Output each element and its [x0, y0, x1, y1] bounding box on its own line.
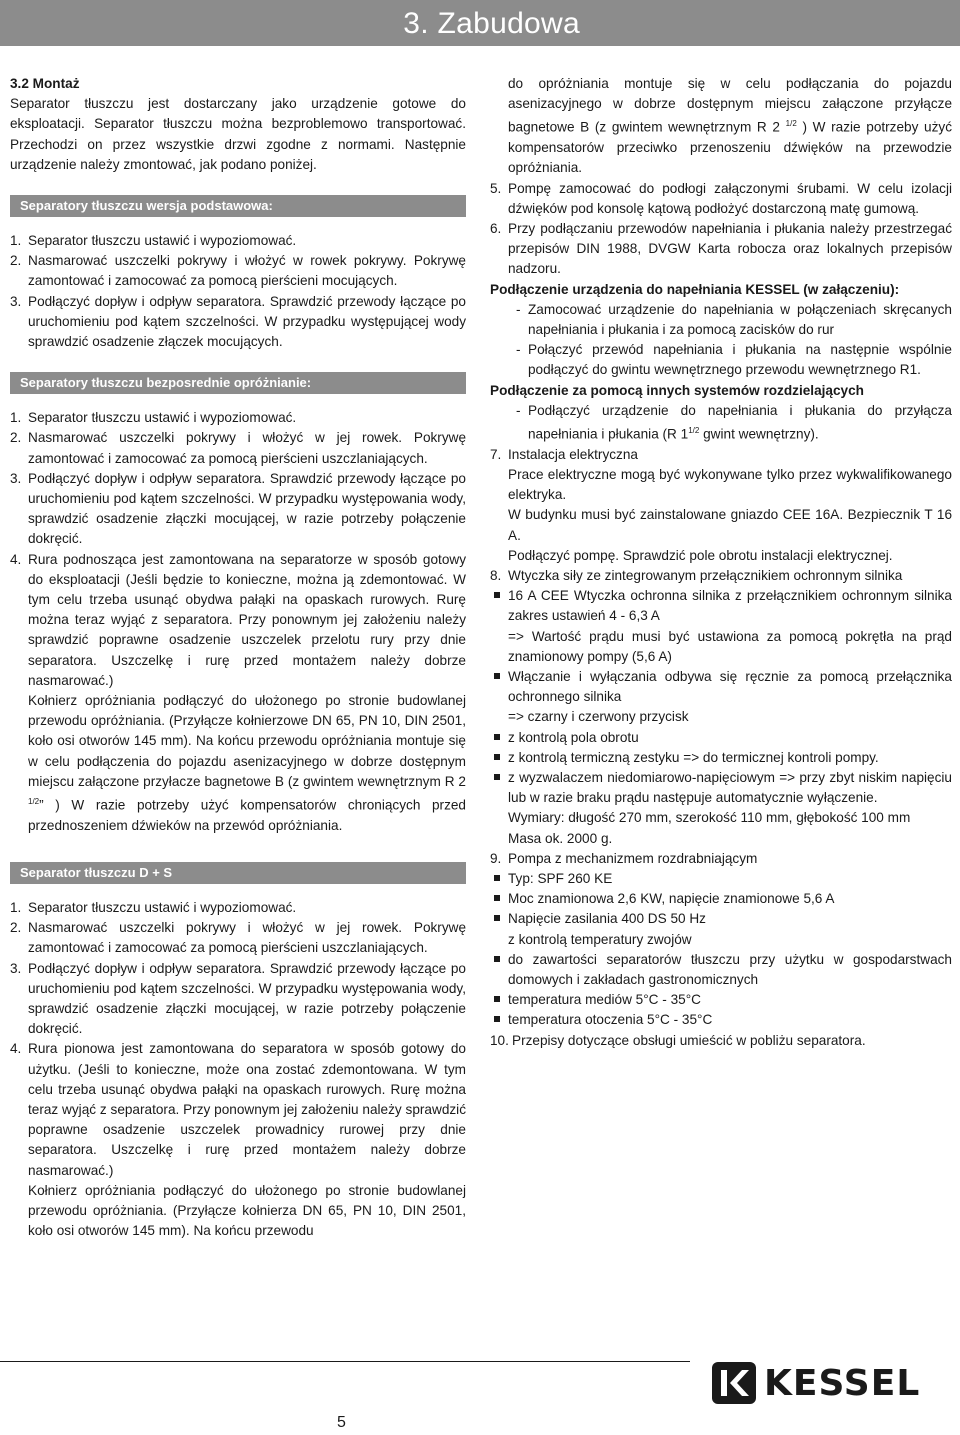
right-column: [490, 74, 952, 1051]
list-item: 3. Podłączyć dopływ i odpływ separatora. Sprawdzić przewody łączące po uruchomieniu pod kątem szczelności. W przypadku występującej wody sprawdzić osadzenie złączek mocujących.: [10, 293, 466, 350]
page-number: 5: [337, 1414, 346, 1431]
list-item: 2. Nasmarować uszczelki pokrywy i włożyć w jej rowek. Pokrywę zamontować i zamocować za pomocą pierścieni uszczlaniających.: [10, 920, 466, 956]
list-item: 1. Separator tłuszczu ustawić i wypoziomować.: [10, 410, 297, 426]
list-item: 5. Pompę zamocować do podłogi załączonymi śrubami. W celu izolacji dźwięków pod konsolę kątową podłożyć dostarczoną matę gumową.: [490, 180, 952, 216]
list-item: 6. Przy podłączaniu przewodów napełniania i płukania należy przestrzegać przepisów DIN 1988, DVGW Karta robocza oraz lokalnych przepisów nadzoru.: [490, 220, 952, 277]
list-item: 2. Nasmarować uszczelki pokrywy i włożyć w jej rowek. Pokrywę zamontować i zamocować za pomocą pierścieni uszczlaniających.: [10, 430, 466, 466]
section-bar-ds: Separator tłuszczu D + S: [10, 862, 466, 884]
kessel-logo-text: KESSEL: [764, 1362, 921, 1404]
list-item: 4. Rura podnosząca jest zamontowana na separatorze w sposób gotowy do eksploatacji (Jeśli będzie to konieczne, można ją zdemontować. W tym celu trzeba usunąć obydwa pałąki na opaskach rurowych. Rurę można teraz wyjąć z separatora. Przy ponownym jej założeniu należy sprawdzić poprawne osadzenie uszczelek przelotu rury przy dnie separatora. Uszczelkę i rurę przed montażem należy dobrze nasmarować.): [10, 551, 466, 688]
bullet-item: Typ: SPF 260 KE: [490, 869, 952, 889]
bullet-item: temperatura otoczenia 5°C - 35°C: [490, 1010, 952, 1030]
bullet-item: Napięcie zasilania 400 DS 50 Hz: [490, 909, 952, 929]
page-title: 3. Zabudowa: [403, 7, 580, 40]
mass: Masa ok. 2000 g.: [508, 830, 613, 846]
footer-divider: [0, 1361, 690, 1362]
bullet-note: => Wartość prądu musi być ustawiona za pomocą pokrętła na prąd znamionowy pompy (5,6 A): [508, 628, 952, 664]
intro-paragraph: Separator tłuszczu jest dostarczany jako urządzenie gotowe do eksploatacji. Separator tłuszczu można bezproblemowo transportować. Przechodzi on przez wszystkie drzwi zgodne z normami. Następnie urządzenie należy zmontować, jak podano poniżej.: [10, 96, 466, 172]
electrical-line: Podłączyć pompę. Sprawdzić pole obrotu instalacji elektrycznej.: [508, 547, 893, 563]
list-item: 9. Pompa z mechanizmem rozdrabniającym: [490, 850, 758, 866]
header-bar: [0, 0, 960, 46]
kessel-logo-mark-icon: [712, 1362, 756, 1404]
list-item: 4. Rura pionowa jest zamontowana do separatora w sposób gotowy do użytku. (Jeśli to konieczne, może ona zostać zdemontowana. W tym celu trzeba usunąć obydwa pałąki na opaskach rurowych. Rurę można teraz wyjąć z separatora. Przy ponownym jej założeniu należy sprawdzić poprawne osadzenie uszczelek prowadnicy rurowej przy dnie separatora. Uszczelkę i rurę przed montażem należy dobrze nasmarować.): [10, 1041, 466, 1178]
bullet-note: => czarny i czerwony przycisk: [508, 709, 689, 725]
list-item: 1. Separator tłuszczu ustawić i wypoziomować.: [10, 900, 297, 916]
list-item: 2. Nasmarować uszczelki pokrywy i włożyć w rowek pokrywy. Pokrywę zamontować i zamocować za pomocą pierścieni mocujących.: [10, 253, 466, 289]
list-item: 8. Wtyczka siły ze zintegrowanym przełącznikiem ochronnym silnika: [490, 567, 903, 583]
continuation-paragraph: Kołnierz opróżniania podłączyć do ułożonego po stronie budowlanej przewodu opróżniania. (Przyłącze kołnierza DN 65, PN 10, DIN 2501, koło osi otworów 145 mm). Na końcu przewodu: [28, 1182, 466, 1239]
section-heading: 3.2 Montaż: [10, 76, 80, 91]
kessel-logo: [712, 1362, 920, 1404]
dash-item: - Połączyć przewód napełniania i płukania na następnie wspólnie podłączyć do gwintu wewnętrznego przewodu wewnętrznego R1.: [516, 342, 952, 378]
dash-item: - Podłączyć urządzenie do napełniania i płukania do przyłącza napełniania i płukania (R $1^{1/2}$ gwint wewnętrzny).: [516, 402, 952, 442]
bullet-item: do zawartości separatorów tłuszczu przy użytku w gospodarstwach domowych i zakładach gastronomicznych: [490, 950, 952, 990]
list-item: 3. Podłączyć dopływ i odpływ separatora. Sprawdzić przewody łączące po uruchomieniu pod kątem szczelności. W przypadku występowania wody, sprawdzić osadzenie złączki mocującej, w razie potrzeby połączenie dokręcić.: [10, 470, 466, 547]
kessel-subheading: Podłączenie urządzenia do napełniania KESSEL (w załączeniu):: [490, 281, 900, 297]
bullet-item: z kontrolą pola obrotu: [490, 728, 952, 748]
bullet-item: temperatura mediów 5°C - 35°C: [490, 990, 952, 1010]
electrical-line: W budynku musi być zainstalowane gniazdo CEE 16A. Bezpiecznik T 16 A.: [508, 507, 952, 543]
section-bar-basic: Separatory tłuszczu wersja podstawowa:: [10, 195, 466, 217]
electrical-line: Prace elektryczne mogą być wykonywane tylko przez wykwalifikowanego elektryka.: [508, 466, 952, 503]
bullet-item: z wyzwalaczem niedomiarowo-napięciowym => przy zbyt niskim napięciu lub w razie braku prądu następuje automatycznie wyłączenie.: [490, 768, 952, 808]
list-item: 3. Podłączyć dopływ i odpływ separatora. Sprawdzić przewody łączące po uruchomieniu pod kątem szczelności. W przypadku występowania wody, sprawdzić osadzenie złączki mocującej, w razie potrzeby połączenie dokręcić.: [10, 960, 466, 1037]
continuation-paragraph: do opróżniania montuje się w celu podłączania do pojazdu asenizacyjnego w dobrze dostępnym miejscu załączone przyłącze bagnetowe B (z gwintem wewnętrznym R 2 $^{1/2}$ ) W razie potrzeby użyć kompensatorów przeciwko przenoszeniu dźwięków na przewodzie opróżniania.: [508, 76, 953, 176]
other-systems-subheading: Podłączenie za pomocą innych systemów rozdzielających: [490, 382, 864, 398]
bullet-note: z kontrolą temperatury zwojów: [508, 931, 692, 947]
list-item: 7. Instalacja elektryczna: [490, 446, 638, 462]
list-item: 1. Separator tłuszczu ustawić i wypoziomować.: [10, 233, 297, 249]
bullet-item: Moc znamionowa 2,6 KW, napięcie znamionowe 5,6 A: [490, 889, 952, 909]
left-column: [10, 74, 466, 1241]
bullet-item: Włączanie i wyłączania odbywa się ręcznie za pomocą przełącznika ochronnego silnika: [490, 667, 952, 707]
dimensions: Wymiary: długość 270 mm, szerokość 110 mm, głębokość 100 mm: [508, 810, 911, 826]
bullet-item: z kontrolą termiczną zestyku => do termicznej kontroli pompy.: [490, 748, 952, 768]
section-bar-direct: Separatory tłuszczu bezposrednie opróżnianie:: [10, 372, 466, 394]
bullet-item: 16 A CEE Wtyczka ochronna silnika z przełącznikiem ochronnym silnika zakres ustawień 4 - 6,3 A: [490, 586, 952, 626]
dash-item: - Zamocować urządzenie do napełniania w połączeniach skręcanych napełniania i płukania i za pomocą zacisków do rur: [516, 301, 952, 337]
continuation-paragraph: Kołnierz opróżniania podłączyć do ułożonego po stronie budowlanej przewodu opróżniania. (Przyłącze kołnierzowe DN 65, PN 10, DIN 2501, koło osi otworów 145 mm). Na końcu przewodu opróżniania montuje się w celu podłączenia do pojazdu asenizacyjnego w dobrze dostępnym miejscu załączone przyłacze bagnetowe B (z gwintem wewnętrznym R 2 $^{1/2}$” ) W razie potrzeby użyć kompensatorów chroniących przed przednoszeniem dźwieków na przewód opróżniania.: [28, 693, 466, 833]
list-item: 10. Przepisy dotyczące obsługi umieścić w pobliżu separatora.: [490, 1032, 866, 1048]
